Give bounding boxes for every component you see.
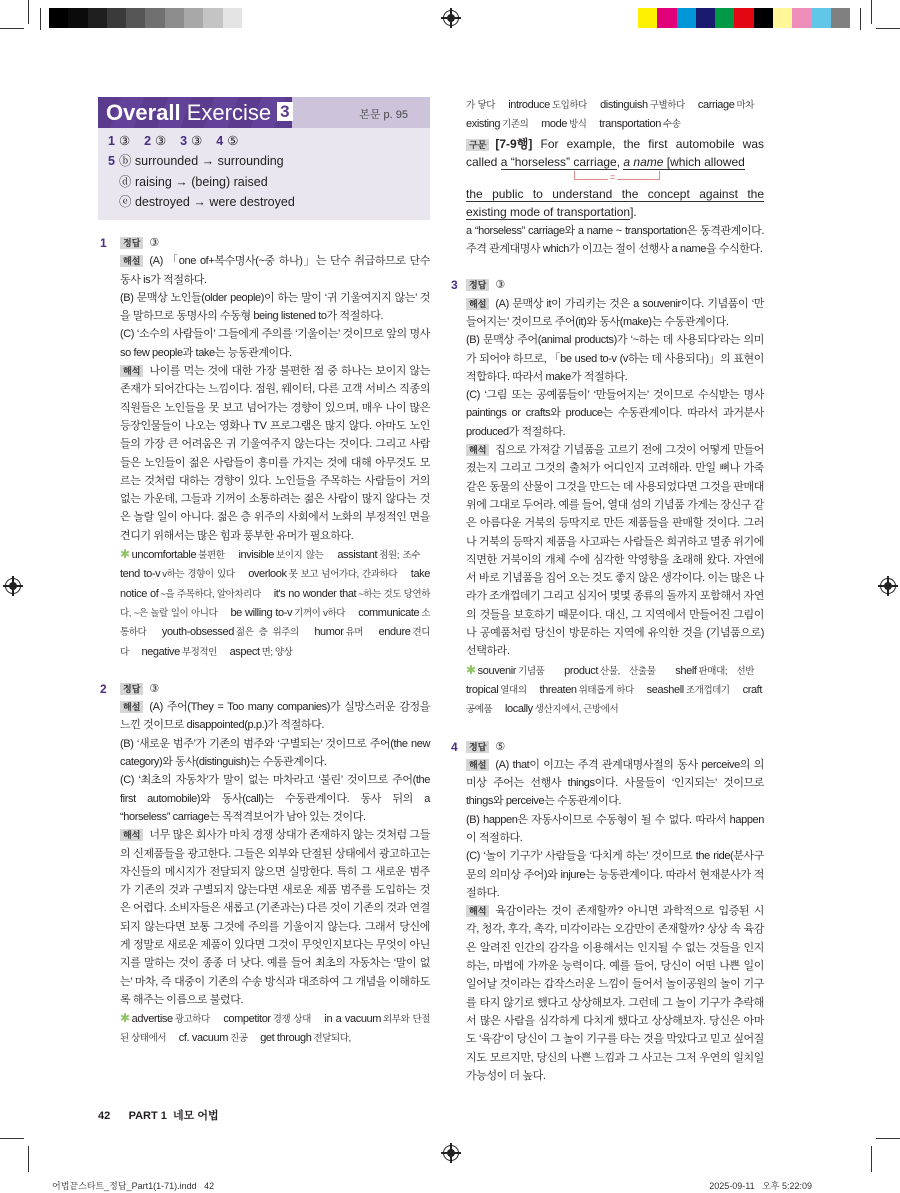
vocab-item <box>466 684 537 696</box>
vocab-term: take notice of <box>120 568 430 600</box>
explanation-text: (A) that이 이끄는 주격 관계대명사절의 동사 perceive의 의미상 주어는 선행사 things이다. 사물들이 ‘인지되는’ 것이므로 things와 perceive는 수동관계이다. <box>466 758 764 808</box>
answer-line <box>120 234 430 252</box>
item-number: 1 <box>100 236 107 250</box>
structure-label: 구문 <box>466 139 489 151</box>
translation-label: 해석 <box>466 444 489 456</box>
explanation-text: (B) happen은 자동사이므로 수동형이 될 수 없다. 따라서 happen이 적절하다. <box>466 813 764 844</box>
item-number: 4 <box>451 739 458 754</box>
equals-sign: = <box>610 172 615 183</box>
vocab-item <box>564 665 665 677</box>
color-swatch <box>696 8 715 28</box>
vocab-term: seashell <box>646 683 684 696</box>
vocab-meaning: 광고하다 <box>174 1014 210 1026</box>
translation-text: 집으로 가져갈 기념품을 고르기 전에 그것이 어떻게 만들어졌는지 그리고 그것의 출처가 어디인지 고려해라. 만일 뼈나 가죽 같은 동물의 산물이 그것을 만드는 데 사용되었다면 그것을 판매대 위에 그대로 두어라. 예를 들어, 열대 섬의 기념품 가게는 장신구 같은 아름다운 거북의 등딱지로 만든 제품들을 판매할 것이다. 그러나 거북의 등딱지 제품을 사고파는 사람들은 희귀하고 멸종 위기에 직면한 거북이의 개체 수에 심각한 악영향을 초래해 왔다. 자연에서 바로 기념품을 집어 오는 것도 좋지 않은 생각이다. 이는 많은 나라가 조개껍데기 그리고 심지어 몇몇 종류의 돌까지 포함해서 자연의 것들을 보호하기 때문이다. 대신, 그 지역에서 만들어진 그림이나 공예품처럼 당신이 방문하는 지역에 유익한 것을 (기념품으로) 선택하라. <box>466 444 764 658</box>
answer-5-line: ⓓ raising → (being) raised <box>119 175 268 189</box>
item-4 <box>449 738 764 1086</box>
crop-mark <box>28 0 29 24</box>
print-slug <box>52 1179 812 1193</box>
sentence-part: ]. <box>630 205 637 220</box>
vocab-term: craft <box>742 683 762 696</box>
vocab-term: endure <box>378 626 411 639</box>
page-body <box>52 96 812 1193</box>
translation-text: 나이를 먹는 것에 대한 가장 불편한 점 중 하나는 보이지 않는 존재가 되어간다는 느낌이다. 점원, 웨이터, 다른 고객 서비스 직종의 직원들은 노인들을 못 보고 넘어가는 경향이 있으며, 매우 나이 많은 등장인물들이 나오는 영화나 TV 프로그램은 많지 않다. 아마도 노인들의 가장 큰 어려움은 귀 기울여주지 않는다는 것이다. 그리고 사람들은 노인들이 젊은 사람들이 흥미를 가지는 것에 대해 아무것도 모르는 것처럼 대하는 경향이 있다. 노인들을 주목하는 사람들이 거의 없는 가운데, 그들과 기꺼이 소통하려는 젊은 사람이 많지 않다는 것은 놀랄 일이 아니다. 젊은 층 위주의 사회에서 노화의 부정적인 면을 견디기 위해서는 많은 힘과 풍부한 유머가 필요하다. <box>120 365 430 542</box>
vocab-term: tend to-v <box>120 568 161 581</box>
vocab-meaning: ~하는 것도 당연하다, ~은 놀랄 일이 아니다 <box>120 588 431 619</box>
vocab-term: existing <box>466 118 501 131</box>
vocab-list <box>120 1009 430 1049</box>
print-timestamp: 2025-09-11 오후 5:22:09 <box>709 1181 812 1192</box>
vocab-meaning: 점원; 조수 <box>379 550 421 562</box>
vocab-term: it's no wonder that <box>273 587 357 600</box>
vocab-item <box>600 99 695 111</box>
structure-note-cont <box>466 185 764 222</box>
vocab-meaning: 생산지에서, 근방에서 <box>534 704 619 716</box>
registration-target-icon <box>880 578 896 594</box>
two-column-layout <box>98 96 764 1085</box>
vocab-meaning: 위태롭게 하다 <box>578 684 634 696</box>
translation-text: 육감이라는 것이 존재할까? 아니면 과학적으로 입증된 시각, 청각, 후각, 촉각, 미각이라는 오감만이 존재할까? 상상 속 육감은 알려진 인간의 감각을 이용해서는 인지될 수 없는 것들을 인지하는, 마법에 가까운 능력이다. 예를 들어, 당신이 어떤 나쁜 일이 일어날 것이라는 갑작스러운 느낌이 들어서 놀이공원의 놀이 기구를 타지 않기로 했다고 상상해보자. 그런데 그 놀이 기구가 추락해서 많은 사람을 심각하게 다치게 했다고 상상해보자. 당신은 아마도 ‘육감’이 당신이 그 놀이 기구를 타는 것을 막았다고 믿고 싶어질지도 모르지만, 당신의 나쁜 느낌과 그 사고는 그저 우연의 일치일 가능성이 더 높다. <box>466 905 764 1082</box>
vocab-item <box>179 1032 258 1044</box>
explanation-text: (C) ‘그림 또는 공예품들이’ ‘만들어지는’ 것이므로 수식받는 명사 paintings or crafts와 produce는 수동관계이다. 따라서 과거분사 produced가 적절하다. <box>466 389 764 438</box>
page-footer <box>98 1107 764 1123</box>
vocab-term: uncomfortable <box>131 549 197 562</box>
color-swatch <box>754 8 773 28</box>
vocab-meaning: 방식 <box>569 119 587 131</box>
vocab-term: be willing to-v <box>230 606 293 619</box>
title-rest: Exercise <box>186 100 272 125</box>
explanation-text: (C) ‘소수의 사람들이’ 그들에게 주의를 ‘기울이는’ 것이므로 앞의 명사 so few people과 take는 능동관계이다. <box>120 328 430 359</box>
left-column <box>98 96 430 1049</box>
item-2-continued <box>449 96 764 258</box>
explanation-text: (A) 「one of+복수명사(~중 하나)」는 단수 취급하므로 단수 동사 is가 적절하다. <box>120 255 430 286</box>
crop-mark <box>0 1138 24 1139</box>
answer-3: 3 ③ <box>180 134 203 148</box>
cmyk-color-bar <box>638 8 850 28</box>
vocab-term: overlook <box>248 568 287 581</box>
vocab-meaning: 외부와 단절된 상태에서 <box>120 1014 431 1045</box>
vocab-meaning: 진공 <box>229 1033 248 1045</box>
underlined-phrase: a name <box>623 154 664 169</box>
vocab-meaning: 판매대; 선반 <box>698 665 754 677</box>
answer-2: 2 ③ <box>144 134 167 148</box>
color-swatch <box>68 8 87 28</box>
registration-target-icon <box>443 10 459 26</box>
vocab-item <box>478 665 555 677</box>
vocab-list <box>120 545 430 662</box>
vocab-term: competitor <box>223 1013 271 1026</box>
vocab-item <box>698 99 764 111</box>
vocab-item <box>466 118 538 130</box>
translation <box>120 826 430 1009</box>
item-1 <box>98 234 430 662</box>
crop-mark <box>876 28 900 29</box>
color-swatch <box>715 8 734 28</box>
registration-target-icon <box>5 578 21 594</box>
answer-summary-box <box>98 97 430 220</box>
color-swatch <box>49 8 68 28</box>
vocab-term: mode <box>541 118 568 131</box>
color-swatch <box>126 8 145 28</box>
sentence-part: , <box>616 154 624 169</box>
explanation <box>120 252 430 289</box>
sentence-part: For example, the first automobile was called <box>466 136 764 169</box>
vocab-meaning: 부정적인 <box>181 646 217 658</box>
vocab-item <box>337 549 430 561</box>
vocab-item <box>539 684 643 696</box>
explanation-text: (C) ‘최초의 자동차’가 말이 없는 마차라고 ‘불린’ 것이므로 주어(the first automobile)와 동사(call)는 수동관계이다. 동사 뒤의 a “horseless” carriage는 목적격보어가 남아 있는 것이다. <box>120 774 430 823</box>
color-swatch <box>638 8 657 28</box>
underlined-phrase: the public to understand the concept against the existing mode of transportation <box>466 187 764 220</box>
vocab-meaning: 젊은 층 위주의 <box>235 627 299 639</box>
vocab-list <box>466 661 764 720</box>
vocab-meaning: 불편한 <box>198 550 225 562</box>
answer-line <box>466 276 764 294</box>
vocab-meaning: 견디다 <box>120 627 430 658</box>
answer-line <box>466 738 764 756</box>
translation <box>466 902 764 1085</box>
explanation-label: 해설 <box>120 701 143 713</box>
file-name: 어법끝스타트_정답_Part1(1-71).indd 42 <box>52 1181 215 1192</box>
vocab-item <box>120 568 245 580</box>
color-swatch <box>107 8 126 28</box>
explanation-label: 해설 <box>466 298 489 310</box>
vocab-term: aspect <box>229 645 260 658</box>
vocab-star-icon: ✱ <box>120 1011 130 1026</box>
vocab-item <box>132 1013 220 1025</box>
page-reference: 본문 p. 95 <box>359 109 408 121</box>
translation <box>466 441 764 661</box>
crop-mark <box>871 1146 872 1172</box>
color-swatch <box>203 8 222 28</box>
explanation-text: (B) 문맥상 주어(animal products)가 ‘~하는 데 사용되다’라는 의미가 되어야 하므로, 「be used to-v (v하는 데 사용되다)」의 표현이 적합하다. 따라서 make가 적절하다. <box>466 334 764 383</box>
item-number: 3 <box>451 278 458 293</box>
explanation <box>466 756 764 811</box>
explanation-text: (C) ‘놀이 기구가’ 사람들을 ‘다치게 하는’ 것이므로 the ride(분사구문의 의미상 주어)와 injure는 능동관계이다. 따라서 현재분사가 적절하다. <box>466 850 764 899</box>
crop-mark <box>40 8 41 30</box>
crop-mark <box>876 1138 900 1139</box>
vocab-term: youth-obsessed <box>161 626 234 639</box>
vocab-meaning: 기존의 <box>502 119 529 131</box>
vocab-star-icon: ✱ <box>466 662 476 677</box>
vocab-item <box>505 703 628 715</box>
grayscale-color-bar <box>49 8 261 28</box>
translation-label: 해석 <box>120 365 143 377</box>
translation-label: 해석 <box>120 829 143 841</box>
vocab-term: transportation <box>599 118 661 131</box>
explanation-text: (A) 문맥상 it이 가리키는 것은 a souvenir이다. 기념품이 ‘만들어지는’ 것이므로 주어(it)와 동사(make)는 수동관계이다. <box>466 297 764 328</box>
vocab-term: communicate <box>358 606 420 619</box>
vocab-item <box>132 549 235 561</box>
vocab-meaning: 면; 양상 <box>261 646 293 658</box>
vocab-item <box>647 684 740 696</box>
answer-label: 정답 <box>120 683 143 695</box>
vocab-meaning: 도입하다 <box>551 100 587 111</box>
vocab-term: invisible <box>238 549 274 562</box>
vocab-meaning: 가 닿다 <box>466 100 496 111</box>
section-title <box>106 100 293 126</box>
part-title: 네모 어법 <box>173 1110 219 1123</box>
explanation <box>466 295 764 332</box>
item-3 <box>449 276 764 719</box>
vocab-meaning: ~을 주목하다, 알아차리다 <box>160 588 261 600</box>
item-number: 2 <box>100 681 107 696</box>
vocab-term: threaten <box>539 683 577 696</box>
vocab-item <box>260 1032 361 1044</box>
vocab-star-icon: ✱ <box>120 547 130 562</box>
underlined-phrase: [which allowed <box>663 154 745 169</box>
translation-label: 해석 <box>466 905 489 917</box>
color-swatch <box>677 8 696 28</box>
translation <box>120 362 430 545</box>
explanation-text: (A) 주어(They = Too many companies)가 실망스러운 감정을 느낀 것이므로 disappointed(p.p.)가 적절하다. <box>120 701 430 732</box>
vocab-meaning: 조개껍데기 <box>685 684 730 696</box>
vocab-meaning: 마차 <box>736 100 755 111</box>
vocab-meaning: 보이지 않는 <box>275 550 324 562</box>
vocab-item <box>599 118 690 130</box>
color-swatch <box>657 8 676 28</box>
color-swatch <box>831 8 850 28</box>
answer-label: 정답 <box>466 741 489 753</box>
vocab-meaning: 전달되다, <box>313 1033 351 1045</box>
explanation-text: (B) 문맥상 노인들(older people)이 하는 말이 ‘귀 기울여지지 않는’ 것을 말하므로 동명사의 수동형 being listened to가 적절하다. <box>120 291 430 323</box>
vocab-term: carriage <box>697 99 735 111</box>
vocab-term: negative <box>141 645 180 658</box>
item-2 <box>98 680 430 1049</box>
answer-label: 정답 <box>466 279 489 291</box>
vocab-term: cf. vacuum <box>178 1032 228 1045</box>
vocab-item <box>162 626 309 638</box>
vocab-item <box>248 568 407 580</box>
answer-value: ③ <box>495 279 505 292</box>
vocab-meaning: 경쟁 상대 <box>272 1014 311 1026</box>
vocab-item <box>223 1013 321 1025</box>
vocab-term: advertise <box>131 1013 173 1026</box>
vocab-term: locally <box>505 703 533 716</box>
vocab-meaning: 수송 <box>662 119 681 131</box>
answer-1: 1 ③ <box>108 134 131 148</box>
color-swatch <box>773 8 792 28</box>
answer-value: ③ <box>149 682 159 695</box>
answers-row <box>108 131 238 152</box>
vocab-term: in a vacuum <box>324 1013 382 1026</box>
vocab-meaning: 열대의 <box>500 684 527 696</box>
vocab-term: assistant <box>337 549 378 562</box>
explanation-label: 해설 <box>466 759 489 771</box>
vocab-item <box>466 99 505 111</box>
answer-value: ⑤ <box>495 740 505 753</box>
exercise-number: 3 <box>277 102 292 121</box>
answer-label: 정답 <box>120 237 143 249</box>
vocab-term: souvenir <box>477 664 517 677</box>
color-swatch <box>165 8 184 28</box>
title-bold: Overall <box>106 100 181 125</box>
color-swatch <box>223 8 242 28</box>
structure-note <box>466 135 764 172</box>
vocab-item <box>141 646 227 658</box>
vocab-item <box>230 646 303 658</box>
color-swatch <box>242 8 261 28</box>
vocab-term: product <box>564 664 599 677</box>
vocab-item <box>508 99 597 111</box>
translation-text: 너무 많은 회사가 마치 경쟁 상대가 존재하지 않는 것처럼 그들의 신제품들을 광고한다. 그들은 외부와 단절된 상태에서 광고하고는 자신들의 메시지가 전달되지 않으면 실망한다. 특히 그 새로운 범주가 기존의 것과 구별되지 않는다면 새로운 제품 범주를 도입하는 것은 어렵다. 소비자들은 새롭고 (기존과는) 다른 것이 기존의 것과 연결되지 않는다면 보통 그것에 주의를 기울이지 않는다. 그래서 당신에게 정말로 새로운 제품이 있다면 그것이 무엇인지보다는 무엇이 아닌지를 말하는 것이 종종 더 낫다. 예를 들어 최초의 자동차는 ‘말이 없는’ 마차, 즉 대중이 기존의 수송 방식과 대조하여 그 개념을 이해하도록 해주는 이름으로 불렸다. <box>120 829 430 1006</box>
part-label: PART 1 <box>128 1110 167 1123</box>
color-swatch <box>792 8 811 28</box>
underlined-phrase: a “horseless” carriage <box>500 154 617 169</box>
vocab-meaning: 산물, 산출물 <box>600 665 656 677</box>
vocab-meaning: 못 보고 넘어가다, 간과하다 <box>288 569 398 581</box>
answer-4: 4 ⑤ <box>216 134 239 148</box>
color-swatch <box>812 8 831 28</box>
vocab-meaning: 기념품 <box>518 665 545 677</box>
explanation <box>120 698 430 735</box>
line-reference: [7-9행] <box>495 136 533 151</box>
vocab-meaning: 유머 <box>345 627 364 639</box>
answer-5: 5 ⓑ surrounded → surrounding <box>108 154 284 168</box>
color-swatch <box>145 8 164 28</box>
crop-mark <box>28 1146 29 1172</box>
vocab-meaning: 기꺼이 v하다 <box>294 607 346 619</box>
color-swatch <box>734 8 753 28</box>
crop-mark <box>860 8 861 30</box>
vocab-term: introduce <box>508 99 550 111</box>
answer-value: ③ <box>149 237 159 249</box>
crop-mark <box>871 0 872 24</box>
vocab-term: tropical <box>466 683 499 696</box>
title-band <box>98 97 430 128</box>
page-number: 42 <box>98 1110 111 1123</box>
vocab-item <box>230 607 355 619</box>
crop-mark <box>0 28 24 29</box>
vocab-term: shelf <box>675 664 697 677</box>
vocab-meaning: 구별하다 <box>649 100 685 111</box>
vocab-item <box>238 549 333 561</box>
vocab-list-continued <box>466 96 764 135</box>
apposition-bracket <box>466 171 764 185</box>
explanation-label: 해설 <box>120 255 143 267</box>
vocab-term: humor <box>314 626 344 639</box>
color-swatch <box>88 8 107 28</box>
answer-line <box>120 680 430 698</box>
right-column <box>449 96 764 1085</box>
answer-5-line: ⓔ destroyed → were destroyed <box>119 195 295 209</box>
vocab-item <box>541 118 596 130</box>
vocab-item <box>675 665 764 677</box>
vocab-meaning: 소통하다 <box>120 607 431 639</box>
vocab-item <box>314 626 373 638</box>
explanation-text: (B) ‘새로운 범주’가 기존의 범주와 ‘구별되는’ 것이므로 주어(the new category)와 동사(distinguish)는 수동관계이다. <box>120 737 430 769</box>
vocab-term: distinguish <box>600 99 648 111</box>
vocab-meaning: v하는 경향이 있다 <box>162 569 235 581</box>
structure-explanation: a “horseless” carriage와 a name ~ transportation은 동격관계이다. 주격 관계대명사 which가 이끄는 절이 선행사 a name을 수식한다. <box>466 224 764 256</box>
vocab-term: get through <box>260 1032 312 1045</box>
vocab-meaning: 공예품 <box>466 704 493 716</box>
color-swatch <box>184 8 203 28</box>
